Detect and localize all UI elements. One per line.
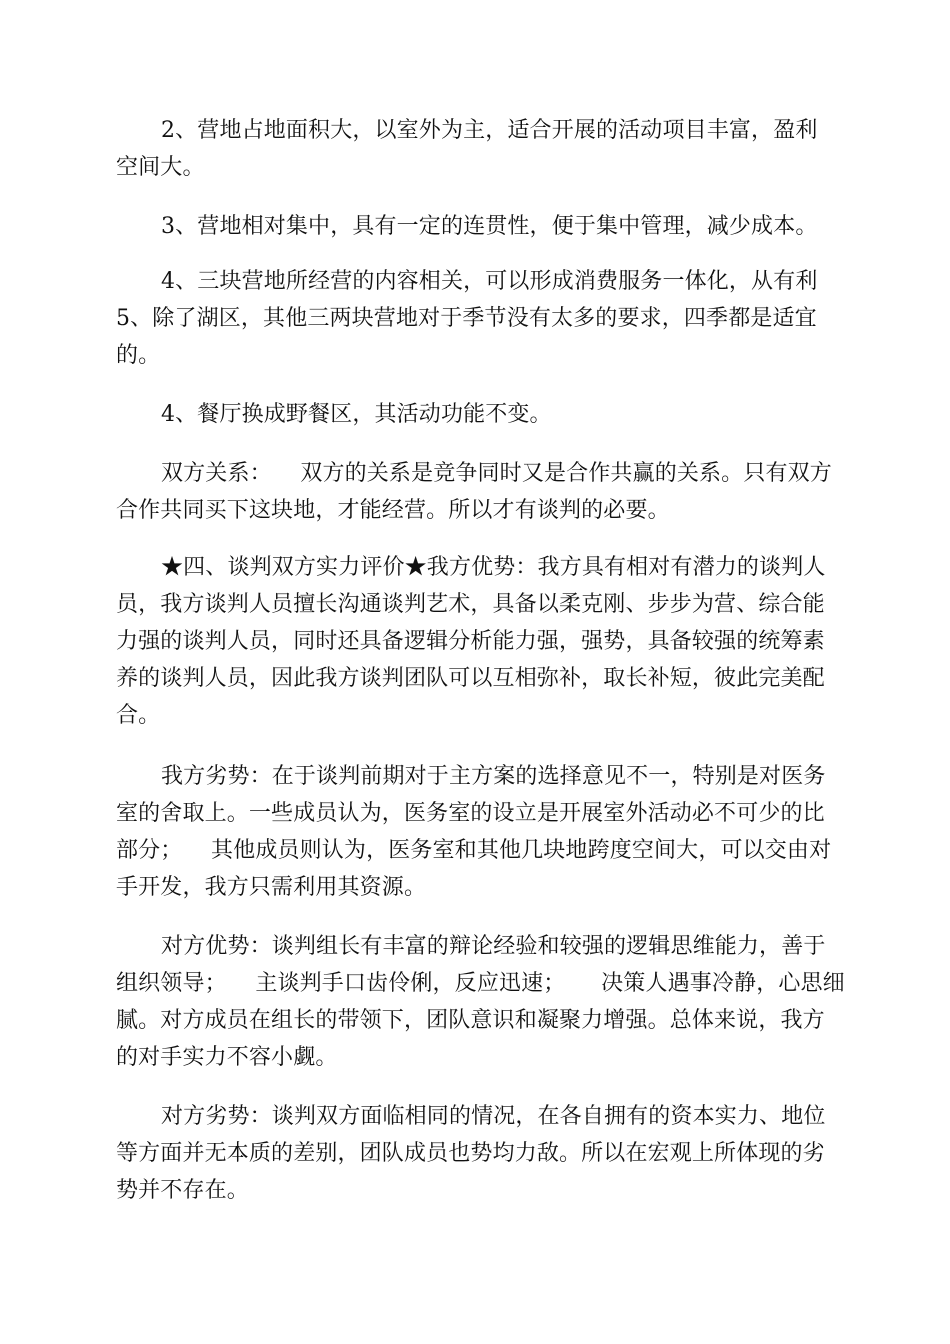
text-line: 对方劣势：谈判双方面临相同的情况，在各自拥有的资本实力、地位: [161, 1104, 826, 1129]
text-line: 养的谈判人员，因此我方谈判团队可以互相弥补，取长补短，彼此完美配: [116, 666, 825, 691]
paragraph-picnic-area: [116, 396, 836, 433]
text-line: 4、三块营地所经营的内容相关，可以形成消费服务一体化，从有利: [161, 269, 818, 294]
text-line: 3、营地相对集中，具有一定的连贯性，便于集中管理，减少成本。: [161, 214, 818, 239]
paragraph-their-strengths: [116, 928, 845, 1076]
text-line: 部分； 其他成员则认为，医务室和其他几块地跨度空间大，可以交由对: [116, 838, 832, 863]
paragraph-camp-concentration: [116, 208, 836, 245]
text-line: 的对手实力不容小觑。: [116, 1045, 338, 1070]
text-line: 力强的谈判人员，同时还具备逻辑分析能力强，强势，具备较强的统筹素: [116, 629, 825, 654]
text-line: 等方面并无本质的差别，团队成员也势均力敌。所以在宏观上所体现的劣: [116, 1141, 825, 1166]
paragraph-relationship: [116, 455, 836, 529]
text-line: 的。: [116, 343, 161, 368]
document-body: [116, 112, 845, 1209]
text-line: 合。: [116, 703, 161, 728]
text-line: 空间大。: [116, 155, 205, 180]
text-line: ★四、谈判双方实力评价★我方优势：我方具有相对有潜力的谈判人: [161, 555, 826, 580]
paragraph-our-strengths: [116, 549, 836, 734]
text-line: 腻。对方成员在组长的带领下，团队意识和凝聚力增强。总体来说，我方: [116, 1008, 825, 1033]
paragraph-their-weaknesses: [116, 1098, 836, 1209]
paragraph-camp-area: [116, 112, 836, 186]
text-line: 对方优势：谈判组长有丰富的辩论经验和较强的逻辑思维能力，善于: [161, 934, 826, 959]
text-line: 双方关系： 双方的关系是竞争同时又是合作共赢的关系。只有双方: [161, 461, 832, 486]
text-line: 5、除了湖区，其他三两块营地对于季节没有太多的要求，四季都是适宜: [116, 306, 817, 331]
text-line: 合作共同买下这块地，才能经营。所以才有谈判的必要。: [116, 498, 670, 523]
text-line: 手开发，我方只需利用其资源。: [116, 875, 427, 900]
text-line: 4、餐厅换成野餐区，其活动功能不变。: [161, 402, 552, 427]
text-line: 员，我方谈判人员擅长沟通谈判艺术，具备以柔克刚、步步为营、综合能: [116, 592, 825, 617]
paragraph-camp-content: [116, 263, 836, 374]
text-line: 组织领导； 主谈判手口齿伶俐，反应迅速； 决策人遇事冷静，心思细: [116, 971, 845, 996]
text-line: 势并不存在。: [116, 1178, 249, 1203]
text-line: 2、营地占地面积大，以室外为主，适合开展的活动项目丰富，盈利: [161, 118, 818, 143]
text-line: 我方劣势：在于谈判前期对于主方案的选择意见不一，特别是对医务: [161, 764, 826, 789]
text-line: 室的舍取上。一些成员认为，医务室的设立是开展室外活动必不可少的比: [116, 801, 825, 826]
paragraph-our-weaknesses: [116, 758, 836, 906]
